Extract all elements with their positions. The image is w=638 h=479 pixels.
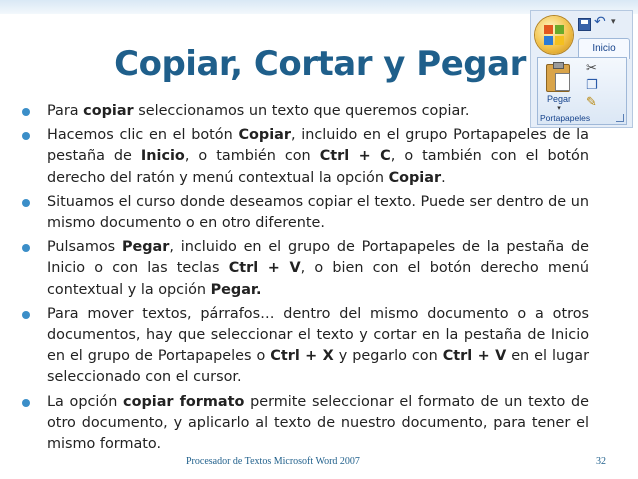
bullet-item — [22, 125, 589, 189]
paste-icon[interactable] — [546, 64, 570, 92]
text-run: y pegarlo con — [333, 348, 443, 365]
scissors-icon[interactable]: ✂ — [586, 61, 597, 76]
bullet-list — [22, 101, 589, 458]
text-run: Para mover textos, párrafos… dentro del mismo documento o a otros documentos, hay que seleccionar el texto y cortar en la pestaña de Inicio en el grupo de Portapapeles o — [47, 305, 589, 365]
bold-text: copiar formato — [123, 393, 245, 410]
undo-icon[interactable]: ↶ — [594, 14, 606, 30]
bold-text: Ctrl + X — [270, 348, 334, 365]
paste-dropdown-icon[interactable]: ▾ — [557, 104, 561, 112]
office-button-icon[interactable] — [535, 16, 573, 54]
text-run: La opción — [47, 393, 124, 410]
bold-text: Copiar — [238, 127, 291, 144]
text-run: , incluido en el grupo de Portapapeles de la pestaña de Inicio o con las teclas — [47, 239, 589, 277]
text-run: Para — [47, 103, 84, 119]
text-run: Hacemos clic en el botón — [47, 127, 239, 144]
page-number: 32 — [596, 456, 606, 467]
format-painter-icon[interactable]: ✎ — [586, 95, 597, 110]
bold-text: copiar — [83, 103, 134, 119]
bold-text: Pegar. — [210, 281, 262, 298]
dialog-launcher-icon[interactable] — [616, 114, 624, 122]
text-run: , o también con — [184, 148, 320, 165]
bullet-item — [22, 392, 589, 456]
save-icon[interactable] — [578, 18, 591, 31]
footer-text: Procesador de Textos Microsoft Word 2007 — [186, 456, 360, 467]
bold-text: Ctrl + V — [228, 260, 301, 277]
bullet-item — [22, 237, 589, 301]
bold-text: Inicio — [140, 148, 185, 165]
text-run: seleccionamos un texto que queremos copiar. — [133, 103, 470, 119]
bold-text: Copiar — [388, 169, 442, 186]
text-run: , incluido en el grupo Portapapeles de la pestaña de — [47, 127, 589, 165]
paste-button-label[interactable]: Pegar — [546, 94, 572, 104]
text-run: Situamos el curso donde deseamos copiar el texto. Puede ser dentro de un mismo documento o en otro diferente. — [47, 193, 589, 232]
bullet-item — [22, 192, 589, 234]
bold-text: Pegar — [121, 239, 170, 256]
tab-inicio[interactable]: Inicio — [578, 38, 630, 59]
chevron-down-icon[interactable]: ▾ — [611, 17, 616, 27]
text-run: , o también con el botón derecho del ratón y menú contextual la opción — [47, 148, 589, 186]
text-run: . — [441, 169, 446, 186]
bold-text: Ctrl + C — [319, 148, 391, 165]
slide-title: Copiar, Cortar y Pegar — [114, 44, 526, 84]
text-run: Pulsamos — [47, 239, 122, 256]
copy-icon[interactable]: ❐ — [586, 78, 598, 93]
bold-text: Ctrl + V — [442, 348, 507, 365]
text-run: permite seleccionar el formato de un texto de otro documento, y aplicarlo al texto de nuestro documento, para tener el mismo formato. — [47, 393, 590, 453]
group-label: Portapapeles — [540, 113, 591, 123]
bullet-item — [22, 101, 589, 122]
text-run: , o bien con el botón derecho menú contextual y la opción — [47, 260, 589, 298]
bullet-item — [22, 304, 589, 389]
text-run: en el lugar seleccionado con el cursor. — [47, 348, 589, 386]
